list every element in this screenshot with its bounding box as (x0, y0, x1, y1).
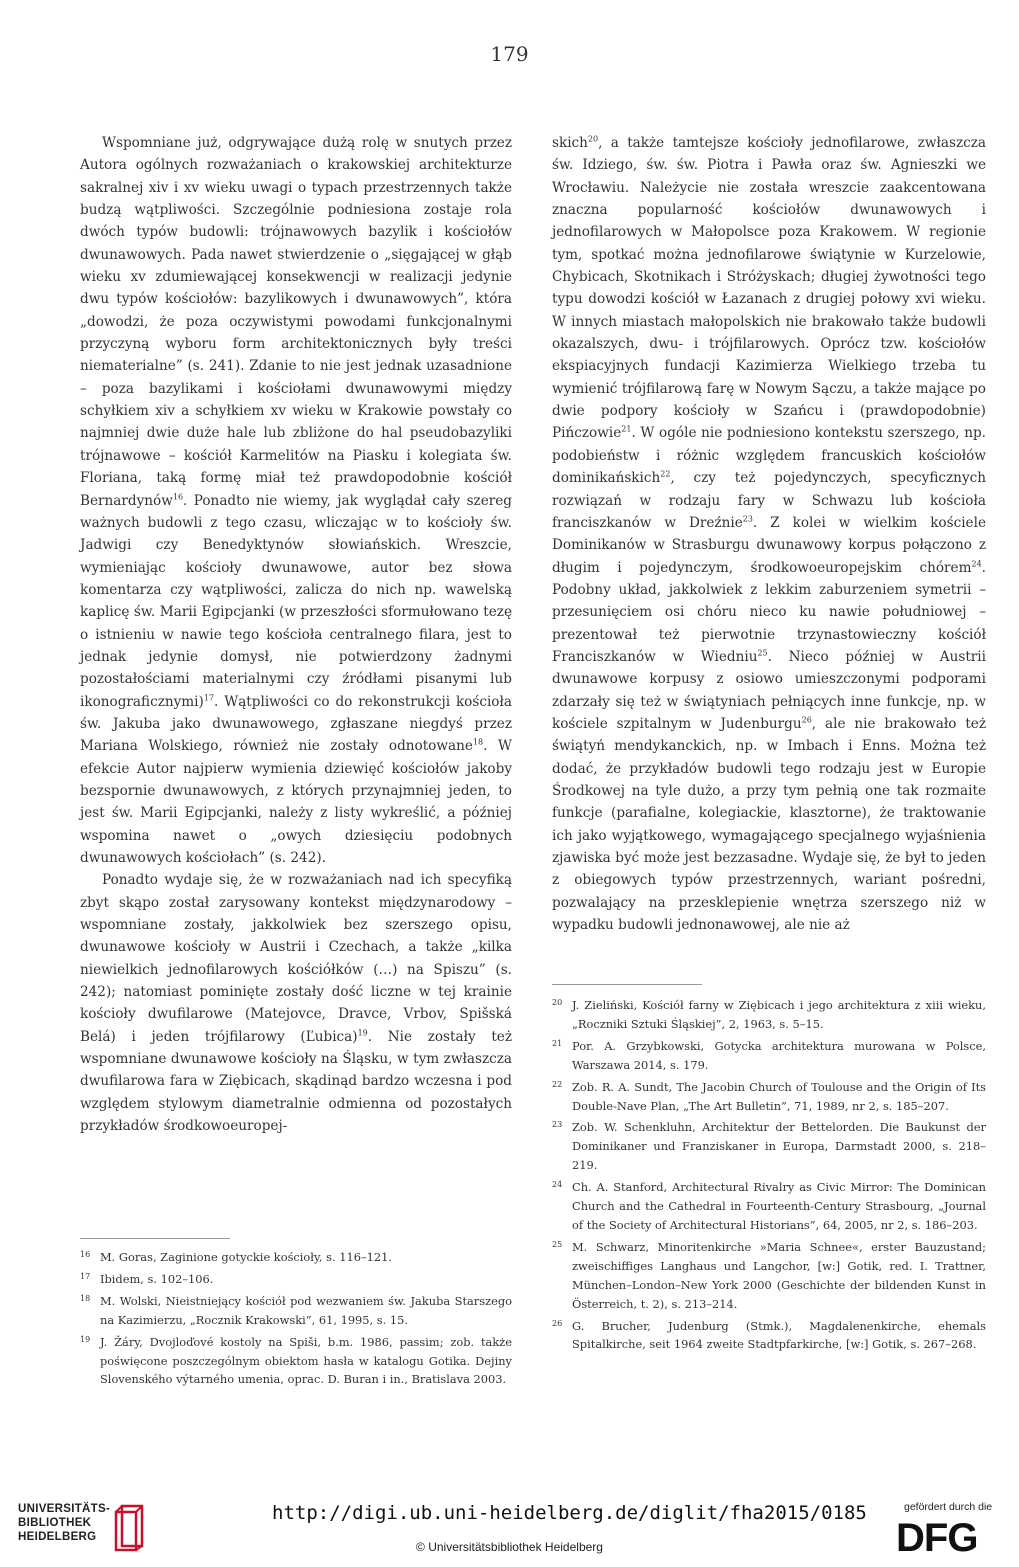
footnote: 21 Por. A. Grzybkowski, Gotycka architektura murowana w Polsce, Warszawa 2014, s. 179. (552, 1038, 986, 1072)
copyright-text: © Universitätsbibliothek Heidelberg (416, 1540, 603, 1554)
paragraph: Ponadto wydaje się, że w rozważaniach nad ich specyfiką zbyt skąpo został zarysowany kontekst międzynarodowy – wspomniane zostały, jakkolwiek bez szerszego opisu, dwunawowe kościoły w Austrii i Czechach, a także „kilka niewielkich jednofilarowych kościółków (…) na Spiszu” (s. 242); natomiast pominięte zostały dość liczne w tej krainie kościoły dwufilarowe (Matejovce, Dravce, Vrbov, Spišská Belá) i jeden trójfilarowy (Ľubica)$^{19}$. Nie zostały też wspomniane dwunawowe kościoły na Śląsku, w tym zwłaszcza dwufilarowa fara w Ziębicach, skądinąd bardzo wczesna i pod względem stylowym diametralnie odmienna od pozostałych przykładów środkowoeuropej- (80, 872, 513, 1135)
footnote-divider (80, 1238, 230, 1239)
left-column (80, 132, 512, 1137)
funded-by-label: gefördert durch die (904, 1501, 993, 1513)
footnote: 18 M. Wolski, Nieistniejący kościół pod wezwaniem św. Jakuba Starszego na Kazimierzu, „Rocznik Krakowski”, 61, 1995, s. 15. (80, 1293, 512, 1327)
footnotes-left (80, 1248, 512, 1392)
footnote: 20 J. Zieliński, Kościół farny w Ziębicach i jego architektura z xiii wieku, „Roczniki Sztuki Śląskiej”, 2, 1963, s. 5–15. (552, 998, 986, 1031)
footnote: 25 M. Schwarz, Minoritenkirche »Maria Schnee«, erster Bauzustand; zweischiffiges Langhaus und Langchor, [w:] Gotik, red. I. Trattner, München–London–New York 2000 (Geschichte der bildenden Kunst in Österreich, t. 2), s. 213–214. (552, 1239, 986, 1311)
right-column (552, 132, 986, 936)
footnotes-right (552, 996, 986, 1357)
library-name: UNIVERSITÄTS- BIBLIOTHEK HEIDELBERG (18, 1503, 111, 1543)
paragraph: skich$^{20}$, a także tamtejsze kościoły jednofilarowe, zwłaszcza św. Idziego, św. św. Piotra i Pawła oraz św. Agnieszki we Wrocławiu. Należycie nie została wreszcie zaakcentowana znaczna popularność kościołów dwunawowych i jednofilarowych w Małopolsce poza Krakowem. W regionie tym, spotkać można jednofilarowe świątynie w Kurzelowie, Chybicach, Skotnikach i Stróżyskach; długiej żywotności tego typu dowodzi kościół w Łazanach z drugiej połowy xvi wieku. W innych miastach małopolskich nie brakowało także budowli okazalszych, dwu- i trójfilarowych. Oprócz tzw. kościołów ekspiacyjnych fundacji Kazimierza Wielkiego trzeba tu wymienić trójfilarową farę w Nowym Sączu, a także mające po dwie podpory kościoły w Szańcu i (prawdopodobnie) Pińczowie$^{21}$. W ogóle nie podniesiono kontekstu szerszego, np. podobieństw i różnic względem francuskich kościołów dominikańskich$^{22}$, czy też pojedynczych, specyficznych rozwiązań w rodzaju fary w Schwazu lub kościoła franciszkanów w Dreźnie$^{23}$. Z kolei w wielkim kościele Dominikanów w Strasburgu dwunawowy korpus połączono z długim i pojedynczym, środkowoeuropejskim chórem$^{24}$. Podobny układ, jakkolwiek z lekkim zaburzeniem symetrii – przesunięciem osi chóru nieco ku nawie południowej – prezentował też pierwotnie trzynastowieczny kościół Franciszkanów w Wiedniu$^{25}$. Nieco później w Austrii dwunawowe korpusy z osiowo umieszczonymi podporami zdarzały się też w świątyniach pełniących inne funkcje, np. w kościele szpitalnym w Judenburgu$^{26}$, ale nie brakowało też świątyń mendykanckich, np. w Imbach i Enns. Można też dodać, że przykładów budowli tego rodzaju jest w Europie Środkowej na tyle dużo, a przy tym pełnią one tak rozmaite funkcje (parafialne, kolegiackie, klasztorne), że traktowanie ich jako wyjątkowego, wymagającego specjalnego wyjaśnienia zjawiska być może jest bezzasadne. Wydaje się, że był to jeden z obiegowych typów przestrzennych, wariant pośredni, pozwalający na przesklepienie wnętrza szerszego niż w wypadku budowli jednonawowej, ale nie aż (552, 134, 986, 934)
footnote: 23 Zob. W. Schenkluhn, Architektur der Bettelorden. Die Baukunst der Dominikaner und Franziskaner in Europa, Darmstadt 2000, s. 218–219. (552, 1120, 986, 1173)
footnote: 17 Ibidem, s. 102–106. (80, 1271, 214, 1286)
footnote: 16 M. Goras, Zaginione gotyckie kościoły, s. 116–121. (80, 1250, 393, 1264)
page-number: 179 (490, 42, 529, 66)
footnote: 26 G. Brucher, Judenburg (Stmk.), Magdalenenkirche, ehemals Spitalkirche, seit 1964 zweite Stadtpfarkirche, [w:] Gotik, s. 267–268. (552, 1318, 986, 1352)
footnote: 19 J. Žáry, Dvojloďové kostoly na Spiši, b.m. 1986, passim; zob. także poświęcone poszczególnym obiektom hasła w katalogu Gotika. Dejiny Slovenského výtarného umenia, oprac. D. Buran i in., Bratislava 2003. (80, 1334, 512, 1387)
footnote-divider (552, 984, 702, 985)
footnote: 24 Ch. A. Stanford, Architectural Rivalry as Civic Mirror: The Dominican Church and the Cathedral in Fourteenth-Century Strasbourg, „Journal of the Society of Architectural Historians”, 64, 2005, nr 2, s. 186–203. (552, 1180, 986, 1232)
dfg-logo[interactable]: DFG (896, 1516, 978, 1560)
footer-bar (0, 1490, 1019, 1567)
paragraph: Wspomniane już, odgrywające dużą rolę w snutych przez Autora ogólnych rozważaniach o krakowskiej architekturze sakralnej xiv i xv wieku uwagi o typach przestrzennych także budzą wątpliwości. Szczególnie podniesiona zostaje rola dwóch typów budowli: trójnawowych bazylik i kościołów dwunawowych. Pada nawet stwierdzenie o „sięgającej w głąb wieku xv zdumiewającej konsekwencji w realizacji jedynie dwu typów kościołów: bazylikowych i dwunawowych”, która „dowodzi, że poza oczywistymi powodami funkcjonalnymi przyczyną wyboru form architektonicznych były treści niematerialne” (s. 241). Zdanie to nie jest jednak uzasadnione – poza bazylikami i kościołami dwunawowymi między schyłkiem xiv a schyłkiem xv wieku w Krakowie powstały co najmniej dwie duże hale lub zbliżone do hal pseudobazyliki trójnawowe – kościół Karmelitów na Piasku i kolegiata św. Floriana, taką formę miał też prawdopodobnie kościół Bernardynów$^{16}$. Ponadto nie wiemy, jak wyglądał cały szereg ważnych budowli z tego czasu, wliczając w to kościoły św. Jadwigi czy Benedyktynów słowiańskich. Wreszcie, wymieniając kościoły dwunawowe, autor bez słowa komentarza czy wątpliwości, zalicza do nich np. wawelską kaplicę św. Marii Egipcjanki (w przeszłości sformułowano tezę o istnieniu w nawie tego kościoła centralnego filara, jest to jednak jedynie domysł, nie potwierdzony żadnymi pozostałościami materialnymi czy źródłami pisanymi lub ikonograficznymi)$^{17}$. Wątpliwości co do rekonstrukcji kościoła św. Jakuba jako dwunawowego, zgłaszane niegdyś przez Mariana Wolskiego, również nie zostały odnotowane$^{18}$. W efekcie Autor najpierw wymienia dziewięć kościołów jakoby bezspornie dwunawowych, z których przynajmniej jeden, to jest św. Marii Egipcjanki, należy z listy wykreślić, a później wspomina nawet o „owych dziesięciu podobnych dwunawowych kościołach” (s. 242). (80, 135, 512, 866)
footnote: 22 Zob. R. A. Sundt, The Jacobin Church of Toulouse and the Origin of Its Double-Nave Plan, „The Art Bulletin”, 71, 1989, nr 2, s. 185–207. (552, 1079, 986, 1113)
source-url-link[interactable]: http://digi.ub.uni-heidelberg.de/diglit/fha2015/0185 (272, 1502, 867, 1524)
